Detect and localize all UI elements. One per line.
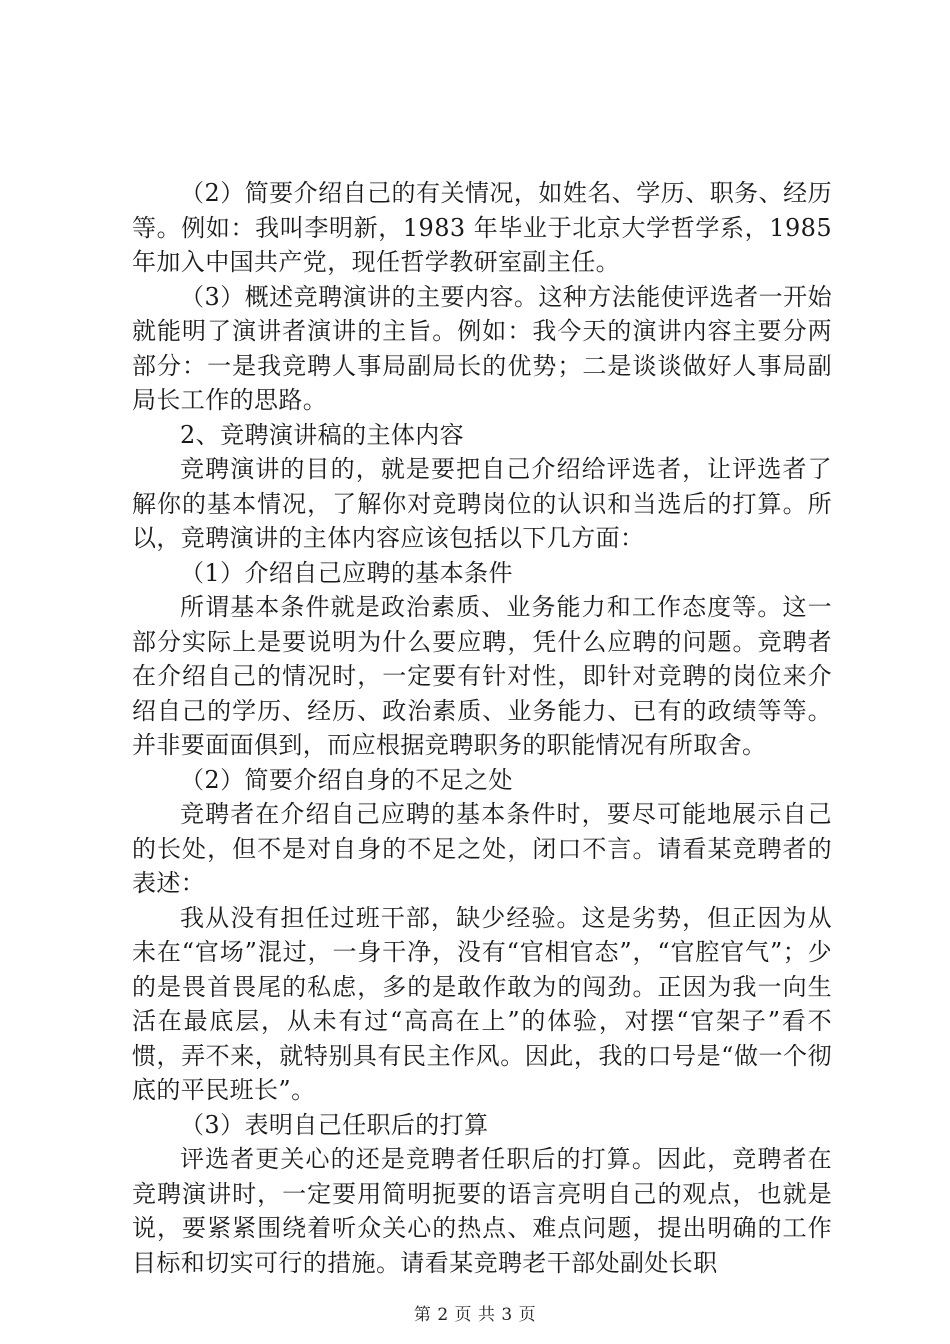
section-heading-main-content: 2、竞聘演讲稿的主体内容 [180, 420, 465, 449]
paragraph-main-purpose: 竞聘演讲的目的，就是要把自己介绍给评选者，让评选者了解你的基本情况，了解你对竞聘岗位的认识和当选后的打算。所以，竞聘演讲的主体内容应该包括以下几方面： [132, 455, 832, 552]
paragraph-plans: 评选者更关心的还是竞聘者任职后的打算。因此，竞聘者在竞聘演讲时，一定要用简明扼要的语言亮明自己的观点，也就是说，要紧紧围绕着听众关心的热点、难点问题，提出明确的工作目标和切实可行的措施。请看某竞聘老干部处副处长职 [132, 1145, 832, 1277]
paragraph-basic-conditions: 所谓基本条件就是政治素质、业务能力和工作态度等。这一部分实际上是要说明为什么要应聘，凭什么应聘的问题。竞聘者在介绍自己的情况时，一定要有针对性，即针对竞聘的岗位来介绍自己的学历、经历、政治素质、业务能力、已有的政绩等等。并非要面面俱到，而应根据竞聘职务的职能情况有所取舍。 [132, 593, 832, 759]
document-body [132, 176, 832, 1280]
subheading-basic-conditions: （1）介绍自己应聘的基本条件 [180, 558, 513, 587]
subheading-plans: （3）表明自己任职后的打算 [180, 1110, 489, 1139]
paragraph-intro-3: （3）概述竞聘演讲的主要内容。这种方法能使评选者一开始就能明了演讲者演讲的主旨。例如：我今天的演讲内容主要分两部分：一是我竞聘人事局副局长的优势；二是谈谈做好人事局副局长工作的思路。 [132, 282, 832, 414]
paragraph-intro-2: （2）简要介绍自己的有关情况，如姓名、学历、职务、经历等。例如：我叫李明新，1983 年毕业于北京大学哲学系，1985 年加入中国共产党，现任哲学教研室副主任。 [132, 179, 832, 276]
page-footer: 第 2 页 共 3 页 [413, 1305, 537, 1325]
paragraph-example-quote: 我从没有担任过班干部，缺少经验。这是劣势，但正因为从未在“官场”混过，一身干净，没有“官相官态”，“官腔官气”；少的是畏首畏尾的私虑，多的是敢作敢为的闯劲。正因为我一向生活在最底层，从未有过“高高在上”的体验，对摆“官架子”看不惯，弄不来，就特别具有民主作风。因此，我的口号是“做一个彻底的平民班长”。 [132, 903, 832, 1104]
subheading-shortcomings: （2）简要介绍自身的不足之处 [180, 765, 513, 794]
paragraph-shortcomings: 竞聘者在介绍自己应聘的基本条件时，要尽可能地展示自己的长处，但不是对自身的不足之处，闭口不言。请看某竞聘者的表述： [132, 800, 832, 897]
